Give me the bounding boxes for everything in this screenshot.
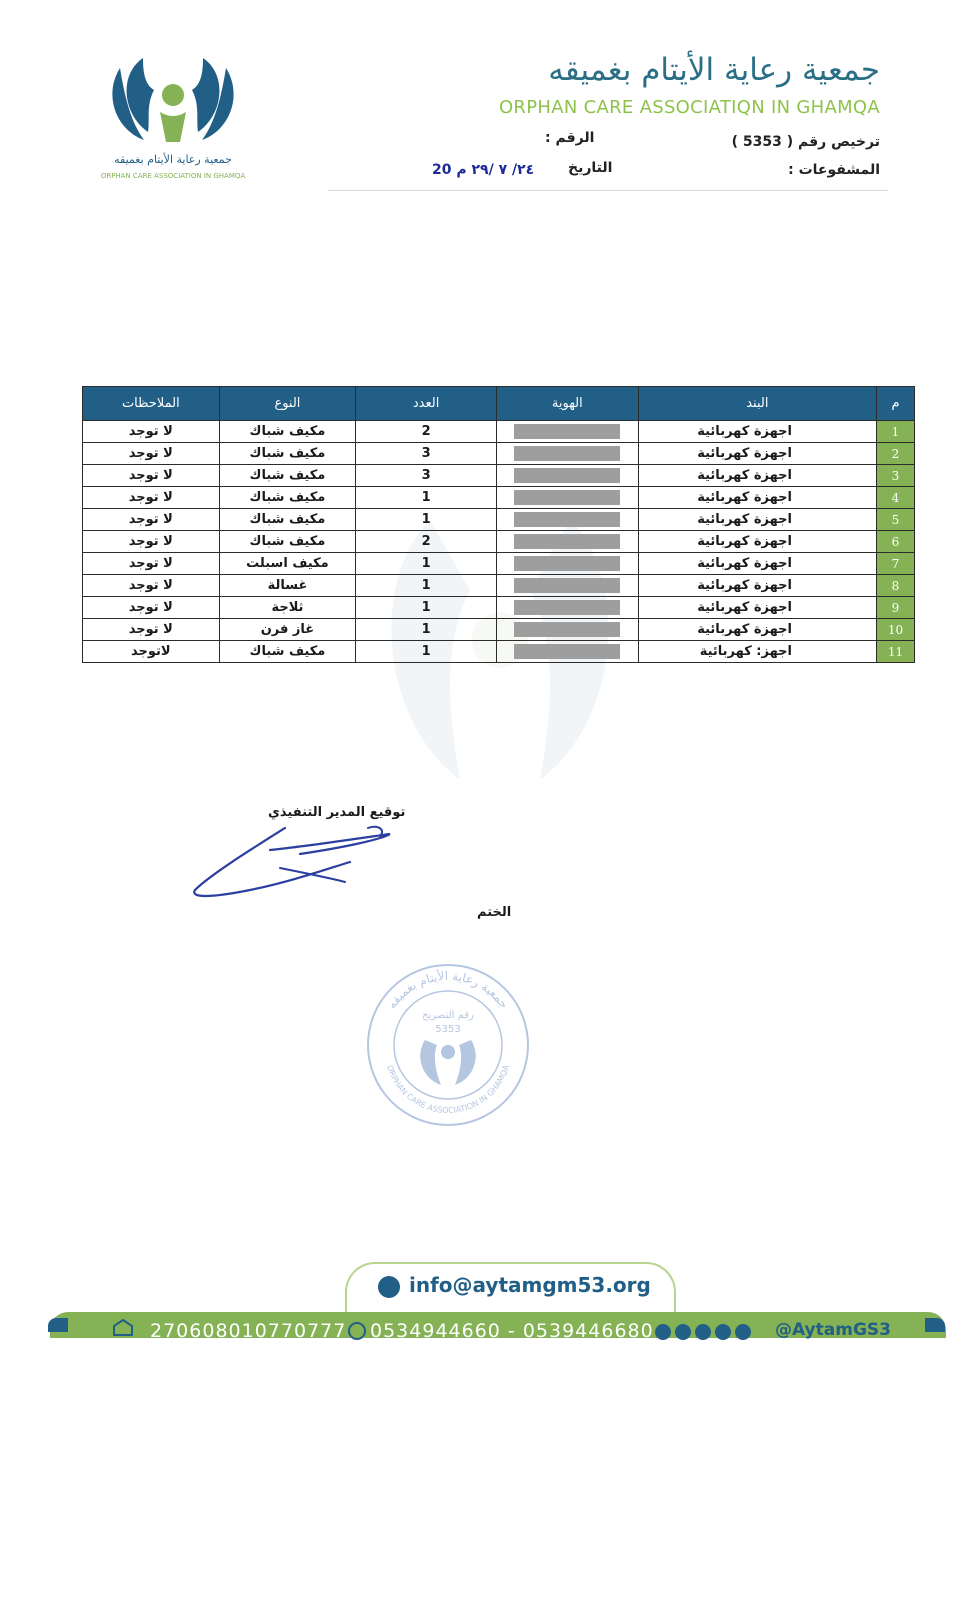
signature-label: توقيع المدير التنفيذي: [268, 805, 406, 820]
table-row: [83, 597, 915, 619]
row-item: اجهزة كهربائية: [638, 553, 876, 575]
row-index: 3: [877, 465, 915, 487]
column-header-item: البند: [638, 387, 876, 421]
table-row: [83, 641, 915, 663]
table-row: [83, 619, 915, 641]
signature: [190, 820, 405, 910]
row-index: 9: [877, 597, 915, 619]
column-header-count: العدد: [356, 387, 497, 421]
table-row: [83, 443, 915, 465]
table-row: [83, 487, 915, 509]
snapchat-icon[interactable]: [695, 1324, 711, 1340]
row-item: اجهزة كهربائية: [638, 465, 876, 487]
row-item: اجهزة كهربائية: [638, 421, 876, 443]
redaction-bar: [514, 644, 620, 659]
instagram-icon[interactable]: [675, 1324, 691, 1340]
redaction-bar: [514, 578, 620, 593]
items-table: [82, 386, 915, 663]
row-type: مكيف شباك: [219, 509, 356, 531]
license-number: ترخيص رقم ( 5353 ): [731, 134, 880, 150]
row-id-redacted: [496, 553, 638, 575]
row-notes: لا توجد: [83, 487, 220, 509]
row-id-redacted: [496, 597, 638, 619]
attachments-label: المشفوعات :: [788, 162, 880, 178]
row-notes: لا توجد: [83, 421, 220, 443]
footer-registration-number: 270608010770777: [150, 1320, 347, 1342]
row-id-redacted: [496, 443, 638, 465]
row-id-redacted: [496, 487, 638, 509]
redaction-bar: [514, 490, 620, 505]
footer-edge-right: [925, 1318, 945, 1332]
column-header-index: م: [877, 387, 915, 421]
row-count: 3: [356, 443, 497, 465]
row-type: ثلاجة: [219, 597, 356, 619]
redaction-bar: [514, 556, 620, 571]
association-name-english: ORPHAN CARE ASSOCIATIQN IN GHAMQA: [498, 97, 880, 118]
redaction-bar: [514, 446, 620, 461]
date-value: 20 ٢٤/ ٧ /٢٩ م: [432, 162, 535, 178]
row-type: غسالة: [219, 575, 356, 597]
stamp-center-number: 5353: [435, 1024, 461, 1035]
row-item: اجهزة كهربائية: [638, 597, 876, 619]
row-item: اجهزة كهربائية: [638, 619, 876, 641]
row-count: 2: [356, 421, 497, 443]
row-index: 5: [877, 509, 915, 531]
youtube-icon[interactable]: [735, 1324, 751, 1340]
redaction-bar: [514, 512, 620, 527]
table-row: [83, 553, 915, 575]
row-index: 1: [877, 421, 915, 443]
footer-social-handle[interactable]: @AytamGS3: [775, 1320, 891, 1340]
redaction-bar: [514, 468, 620, 483]
row-id-redacted: [496, 421, 638, 443]
row-index: 10: [877, 619, 915, 641]
row-notes: لا توجد: [83, 553, 220, 575]
table-row: [83, 421, 915, 443]
row-count: 1: [356, 619, 497, 641]
x-icon[interactable]: [655, 1324, 671, 1340]
row-type: مكيف شباك: [219, 421, 356, 443]
row-count: 1: [356, 553, 497, 575]
stamp-label: الختم: [477, 905, 512, 920]
row-type: مكيف شباك: [219, 531, 356, 553]
row-item: اجهزة كهربائية: [638, 509, 876, 531]
table-row: [83, 531, 915, 553]
row-count: 1: [356, 487, 497, 509]
row-index: 6: [877, 531, 915, 553]
logo-arabic-text: جمعية رعاية الأيتام بغميقه: [114, 153, 232, 166]
redaction-bar: [514, 600, 620, 615]
stamp-center-label: رقم التصريح: [422, 1010, 474, 1021]
row-index: 7: [877, 553, 915, 575]
redaction-bar: [514, 424, 620, 439]
row-type: مكيف شباك: [219, 465, 356, 487]
building-icon: [112, 1318, 134, 1336]
row-index: 2: [877, 443, 915, 465]
row-type: مكيف شباك: [219, 487, 356, 509]
row-count: 1: [356, 575, 497, 597]
official-stamp: [363, 960, 533, 1130]
row-notes: لا توجد: [83, 619, 220, 641]
stamp-ring-english: ORPHAN CARE ASSOCIATION IN GHAMQA: [385, 1063, 511, 1116]
whatsapp-icon: [348, 1322, 366, 1340]
logo-english-text: ORPHAN CARE ASSOCIATION IN GHAMQA: [100, 172, 246, 180]
table-row: [83, 575, 915, 597]
email-icon: [378, 1276, 400, 1298]
column-header-notes: الملاحظات: [83, 387, 220, 421]
footer-phone-numbers[interactable]: 0534944660 - 0539446680: [370, 1320, 654, 1342]
row-id-redacted: [496, 509, 638, 531]
row-notes: لا توجد: [83, 465, 220, 487]
row-index: 11: [877, 641, 915, 663]
row-type: غاز فرن: [219, 619, 356, 641]
row-type: مكيف اسبلت: [219, 553, 356, 575]
row-id-redacted: [496, 619, 638, 641]
row-item: اجهزة كهربائية: [638, 487, 876, 509]
row-notes: لا توجد: [83, 443, 220, 465]
row-count: 2: [356, 531, 497, 553]
row-notes: لا توجد: [83, 597, 220, 619]
redaction-bar: [514, 622, 620, 637]
row-count: 1: [356, 509, 497, 531]
row-count: 1: [356, 641, 497, 663]
row-index: 4: [877, 487, 915, 509]
row-item: اجهزة كهربائية: [638, 531, 876, 553]
row-item: اجهز: كهربائية: [638, 641, 876, 663]
date-label: التاريخ: [568, 160, 613, 176]
row-notes: لاتوجد: [83, 641, 220, 663]
row-count: 3: [356, 465, 497, 487]
svg-text:جمعية رعاية الأيتام بغميقه: [385, 968, 512, 1011]
footer-edge-left: [48, 1318, 68, 1332]
svg-text:ORPHAN CARE ASSOCIATION IN GHA: [385, 1063, 511, 1115]
footer-email[interactable]: info@aytamgm53.org: [409, 1273, 651, 1297]
stamp-ring-arabic: جمعية رعاية الأيتام بغميقه: [384, 968, 512, 1012]
row-type: مكيف شباك: [219, 641, 356, 663]
row-index: 8: [877, 575, 915, 597]
facebook-icon[interactable]: [715, 1324, 731, 1340]
row-notes: لا توجد: [83, 575, 220, 597]
row-id-redacted: [496, 465, 638, 487]
row-notes: لا توجد: [83, 509, 220, 531]
row-item: اجهزة كهربائية: [638, 443, 876, 465]
row-id-redacted: [496, 641, 638, 663]
row-id-redacted: [496, 575, 638, 597]
row-count: 1: [356, 597, 497, 619]
table-row: [83, 509, 915, 531]
reference-label: الرقم :: [545, 130, 595, 146]
table-header-row: [83, 387, 915, 421]
association-logo: [88, 50, 258, 185]
row-id-redacted: [496, 531, 638, 553]
row-item: اجهزة كهربائية: [638, 575, 876, 597]
association-name-arabic: جمعية رعاية الأيتام بغميقه: [548, 52, 880, 88]
column-header-type: النوع: [219, 387, 356, 421]
row-type: مكيف شباك: [219, 443, 356, 465]
redaction-bar: [514, 534, 620, 549]
table-row: [83, 465, 915, 487]
row-notes: لا توجد: [83, 531, 220, 553]
header-divider: [328, 190, 888, 191]
column-header-id: الهوية: [496, 387, 638, 421]
